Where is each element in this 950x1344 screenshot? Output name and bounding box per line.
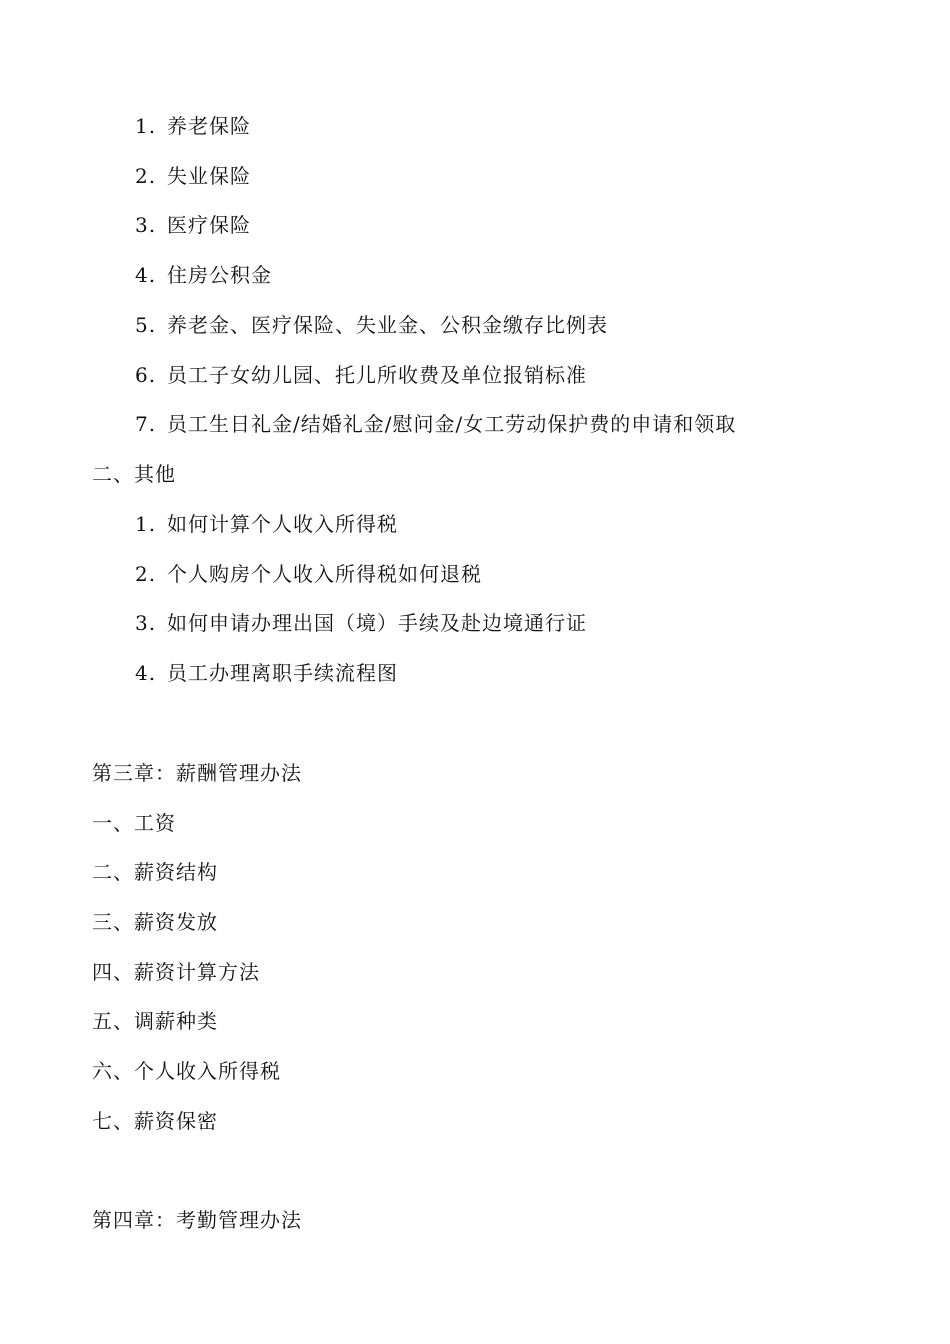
item-number: 3. — [135, 611, 157, 635]
item-text: 如何计算个人收入所得税 — [167, 512, 398, 536]
item-text: 养老金、医疗保险、失业金、公积金缴存比例表 — [167, 313, 608, 337]
item-text: 员工子女幼儿园、托儿所收费及单位报销标准 — [167, 363, 587, 387]
chapter-item: 六、个人收入所得税 — [92, 1059, 281, 1083]
chapter-4-title: 第四章：考勤管理办法 — [92, 1208, 302, 1232]
item-number: 2. — [135, 562, 157, 586]
list-item — [135, 561, 482, 587]
item-number: 2. — [135, 164, 157, 188]
item-text: 住房公积金 — [167, 263, 272, 287]
item-number: 3. — [135, 213, 157, 237]
item-text: 失业保险 — [167, 164, 251, 188]
list-item — [135, 312, 608, 338]
item-number: 1. — [135, 512, 157, 536]
list-item — [135, 610, 587, 636]
list-item — [135, 660, 398, 686]
chapter-item: 一、工资 — [92, 811, 176, 835]
item-text: 员工生日礼金/结婚礼金/慰问金/女工劳动保护费的申请和领取 — [167, 412, 737, 436]
list-item — [135, 511, 398, 537]
item-text: 如何申请办理出国（境）手续及赴边境通行证 — [167, 611, 587, 635]
item-text: 医疗保险 — [167, 213, 251, 237]
chapter-item: 三、薪资发放 — [92, 910, 218, 934]
chapter-item: 五、调薪种类 — [92, 1009, 218, 1033]
list-item — [135, 163, 251, 189]
chapter-item: 七、薪资保密 — [92, 1109, 218, 1133]
list-item — [135, 262, 272, 288]
item-number: 1. — [135, 114, 157, 138]
item-number: 4. — [135, 263, 157, 287]
item-text: 个人购房个人收入所得税如何退税 — [167, 562, 482, 586]
chapter-item: 四、薪资计算方法 — [92, 960, 260, 984]
chapter-3-title: 第三章：薪酬管理办法 — [92, 761, 302, 785]
item-number: 6. — [135, 363, 157, 387]
list-item — [135, 411, 736, 437]
item-number: 7. — [135, 412, 157, 436]
item-number: 4. — [135, 661, 157, 685]
section-heading-other: 二、其他 — [92, 462, 176, 486]
item-text: 员工办理离职手续流程图 — [167, 661, 398, 685]
item-text: 养老保险 — [167, 114, 251, 138]
list-item — [135, 362, 587, 388]
chapter-item: 二、薪资结构 — [92, 860, 218, 884]
item-number: 5. — [135, 313, 157, 337]
list-item — [135, 113, 251, 139]
list-item — [135, 212, 251, 238]
